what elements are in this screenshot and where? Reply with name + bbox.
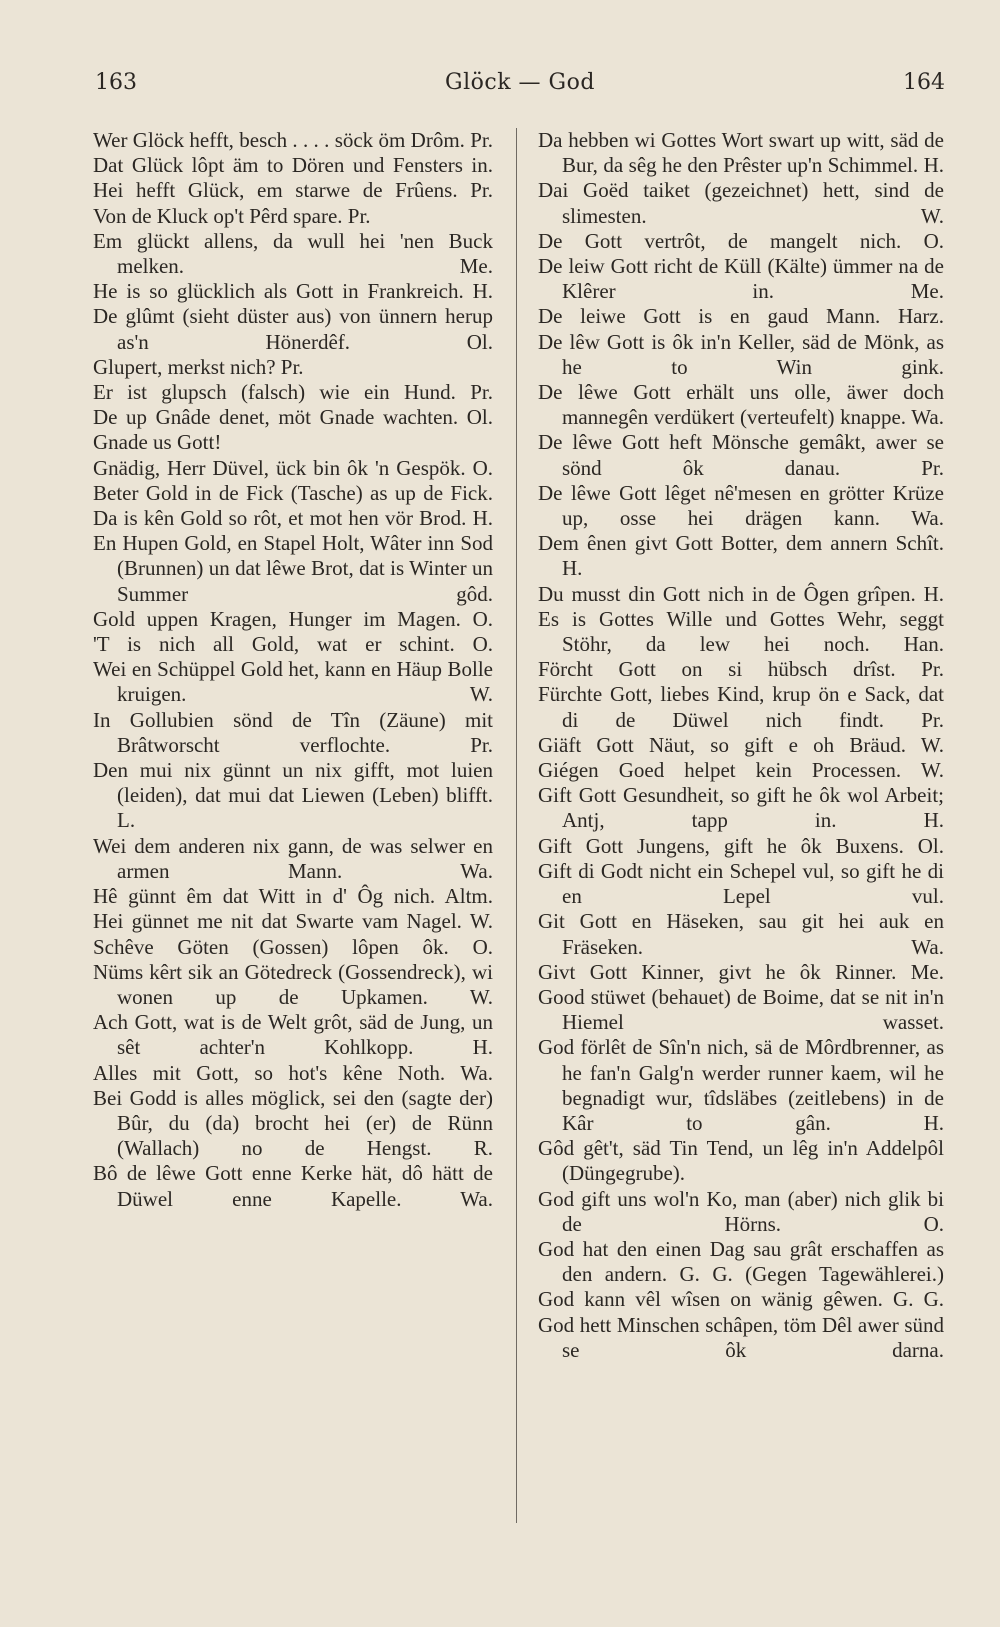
proverb-entry: De glûmt (sieht düster aus) von ünnern herup as'n Hönerdêf. Ol. [93, 304, 493, 354]
right-column [538, 128, 944, 1363]
proverb-entry: God hat den einen Dag sau grât erschaffen as den andern. G. G. (Gegen Tagewählerei.) [538, 1236, 944, 1287]
proverb-entry: 'T is nich all Gold, wat er schint. O. [93, 632, 493, 657]
proverb-entry: Bei Godd is alles möglick, sei den (sagte der) Bûr, du (da) brocht hei (er) de Rünn (Wallach) no de Hengst. R. [93, 1085, 493, 1161]
proverb-entry: Gold uppen Kragen, Hunger im Magen. O. [93, 606, 493, 631]
proverb-entry: De up Gnâde denet, möt Gnade wachten. Ol. [93, 405, 493, 430]
proverb-entry: De Gott vertrôt, de mangelt nich. O. [538, 228, 944, 253]
proverb-entry: De lêwe Gott lêget nê'mesen en grötter Krüze up, osse hei drägen kann. Wa. [538, 480, 944, 531]
proverb-entry: God hett Minschen schâpen, töm Dêl awer sünd se ôk darna. [538, 1312, 944, 1362]
proverb-entry: Er ist glupsch (falsch) wie ein Hund. Pr. [93, 380, 493, 405]
proverb-entry: Da is kên Gold so rôt, et mot hen vör Brod. H. [93, 506, 493, 531]
proverb-entry: Fürchte Gott, liebes Kind, krup ön e Sack, dat di de Düwel nich findt. Pr. [538, 682, 944, 732]
proverb-entry: Givt Gott Kinner, givt he ôk Rinner. Me. [538, 959, 944, 984]
proverb-entry: De lêw Gott is ôk in'n Keller, säd de Mönk, as he to Win gink. [538, 329, 944, 379]
proverb-entry: Good stüwet (behauet) de Boime, dat se nit in'n Hiemel wasset. [538, 984, 944, 1035]
proverb-entry: In Gollubien sönd de Tîn (Zäune) mit Brâtworscht verflochte. Pr. [93, 707, 493, 757]
proverb-entry: Beter Gold in de Fick (Tasche) as up de Fick. [93, 480, 493, 505]
page-number-right: 164 [903, 70, 945, 95]
proverb-entry: Em glückt allens, da wull hei 'nen Buck melken. Me. [93, 228, 493, 279]
page-header [95, 70, 945, 110]
proverb-entry: Git Gott en Häseken, sau git hei auk en Fräseken. Wa. [538, 909, 944, 959]
proverb-entry: Wei dem anderen nix gann, de was selwer en armen Mann. Wa. [93, 833, 493, 883]
proverb-entry: Förcht Gott on si hübsch drîst. Pr. [538, 657, 944, 682]
proverb-entry: Giäft Gott Näut, so gift e oh Bräud. W. [538, 732, 944, 757]
proverb-entry: Giégen Goed helpet kein Processen. W. [538, 758, 944, 783]
proverb-entry: En Hupen Gold, en Stapel Holt, Wâter inn Sod (Brunnen) un dat lêwe Brot, dat is Winter un Summer gôd. [93, 531, 493, 606]
proverb-entry: Gift Gott Gesundheit, so gift he ôk wol Arbeit; Antj, tapp in. H. [538, 783, 944, 833]
proverb-entry: Glupert, merkst nich? Pr. [93, 354, 304, 379]
proverb-entry: Nüms kêrt sik an Götedreck (Gossendreck), wi wonen up de Upkamen. W. [93, 959, 493, 1009]
column-divider [516, 128, 517, 1523]
proverb-entry: Gift di Godt nicht ein Schepel vul, so gift he di en Lepel vul. [538, 858, 944, 909]
proverb-entry: Ach Gott, wat is de Welt grôt, säd de Jung, un sêt achter'n Kohlkopp. H. [93, 1010, 493, 1060]
proverb-entry: Dai Goëd taiket (gezeichnet) hett, sind de slimesten. W. [538, 178, 944, 228]
proverb-entry: De leiw Gott richt de Küll (Kälte) ümmer na de Klêrer in. Me. [538, 254, 944, 304]
proverb-entry: De lêwe Gott erhält uns olle, äwer doch mannegên verdükert (verteufelt) knappe. Wa. [538, 380, 944, 430]
proverb-entry: Gnädig, Herr Düvel, ück bin ôk 'n Gespök. O. [93, 455, 493, 480]
proverb-entry: Hei hefft Glück, em starwe de Frûens. Pr. [93, 178, 493, 203]
proverb-entry: God gift uns wol'n Ko, man (aber) nich glik bi de Hörns. O. [538, 1186, 944, 1236]
proverb-entry: Es is Gottes Wille und Gottes Wehr, seggt Stöhr, da lew hei noch. Han. [538, 606, 944, 657]
proverb-entry: God förlêt de Sîn'n nich, sä de Môrdbrenner, as he fan'n Galg'n werder runner kaem, wil he begnadigt wur, tîdsläbes (zeitlebens) in de Kâr to gân. H. [538, 1035, 944, 1135]
proverb-entry: Hê günnt êm dat Witt in d' Ôg nich. Altm. [93, 884, 493, 909]
proverb-entry: De lêwe Gott heft Mönsche gemâkt, awer se sönd ôk danau. Pr. [538, 430, 944, 480]
proverb-entry: Schêve Göten (Gossen) lôpen ôk. O. [93, 934, 493, 959]
proverb-entry: He is so glücklich als Gott in Frankreich. H. [93, 279, 493, 304]
left-column [93, 128, 493, 1212]
proverb-entry: Alles mit Gott, so hot's kêne Noth. Wa. [93, 1060, 493, 1085]
proverb-entry: Bô de lêwe Gott enne Kerke hät, dô hätt de Düwel enne Kapelle. Wa. [93, 1161, 493, 1211]
proverb-entry: Hei günnet me nit dat Swarte vam Nagel. W. [93, 909, 493, 934]
proverb-entry: Gift Gott Jungens, gift he ôk Buxens. Ol. [538, 833, 944, 858]
proverb-entry: Dem ênen givt Gott Botter, dem annern Schît. H. [538, 531, 944, 581]
page-number-left: 163 [95, 70, 137, 95]
proverb-entry: Den mui nix günnt un nix gifft, mot luien (leiden), dat mui dat Liewen (Leben) blifft. L. [93, 758, 493, 833]
proverb-entry: God kann vêl wîsen on wänig gêwen. G. G. [538, 1287, 944, 1312]
running-title: Glöck — God [445, 70, 595, 95]
proverb-entry: Gnade us Gott! [93, 430, 222, 455]
proverb-entry: Von de Kluck op't Pêrd spare. Pr. [93, 203, 371, 228]
proverb-entry: Wer Glöck hefft, besch . . . . söck öm Drôm. Pr. [93, 128, 493, 152]
proverb-entry: Da hebben wi Gottes Wort swart up witt, säd de Bur, da sêg he den Prêster up'n Schimmel. H. [538, 128, 944, 178]
proverb-entry: Wei en Schüppel Gold het, kann en Häup Bolle kruigen. W. [93, 657, 493, 707]
proverb-entry: Dat Glück lôpt äm to Dören und Fensters in. [93, 153, 493, 178]
proverb-entry: De leiwe Gott is en gaud Mann. Harz. [538, 304, 944, 329]
proverb-entry: Du musst din Gott nich in de Ôgen grîpen. H. [538, 581, 944, 606]
proverb-entry: Gôd gêt't, säd Tin Tend, un lêg in'n Addelpôl (Düngegrube). [538, 1136, 944, 1186]
